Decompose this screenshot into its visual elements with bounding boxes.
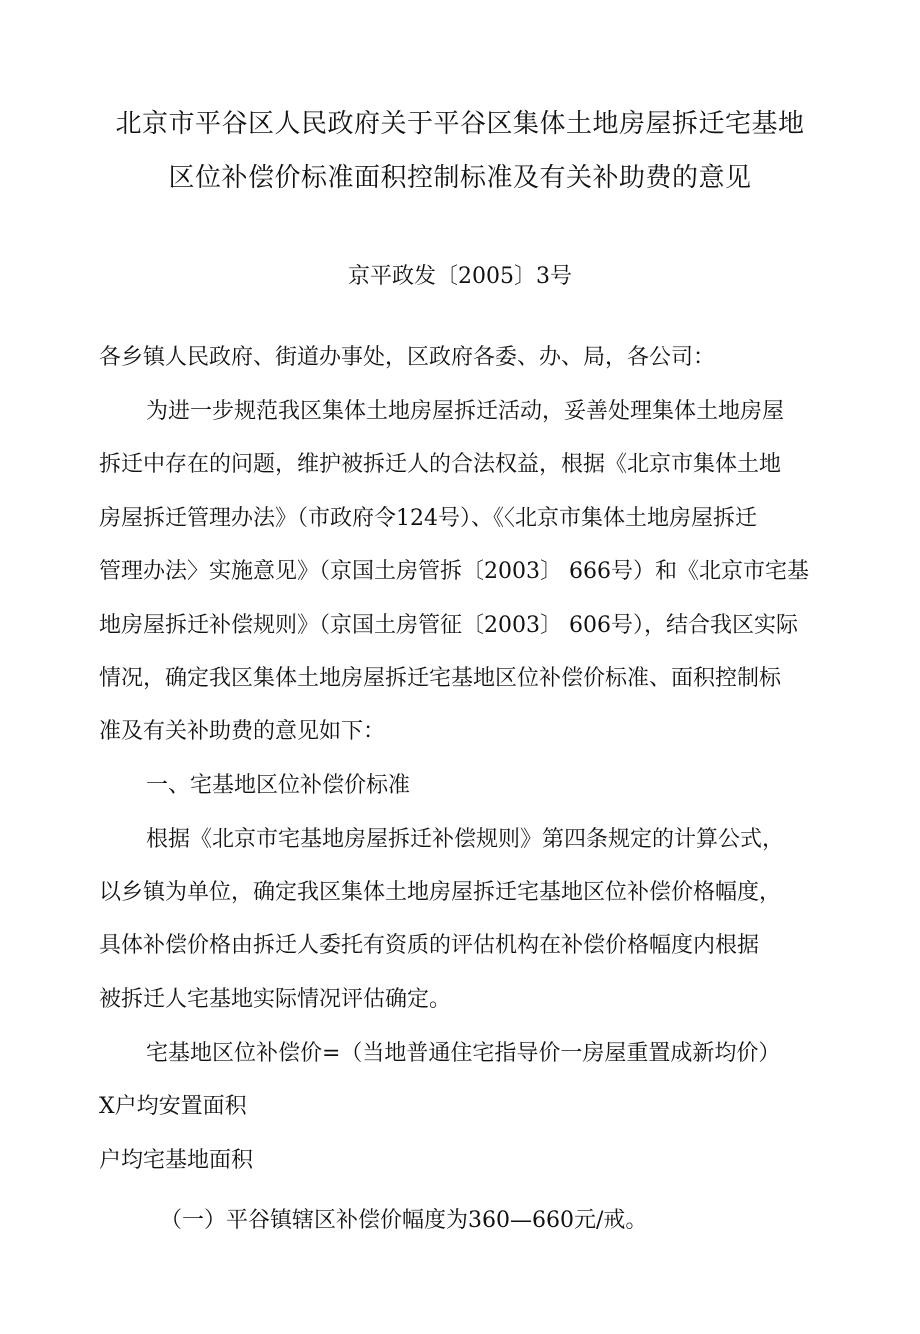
paragraph-1-line-3: 房屋拆迁管理办法》（市政府令124号）、《〈北京市集体土地房屋拆迁 [99, 506, 757, 531]
formula-line-2: X户均安置面积 [99, 1094, 247, 1119]
paragraph-1-line-7: 准及有关补助费的意见如下： [99, 719, 386, 744]
paragraph-1-line-6: 情况，确定我区集体土地房屋拆迁宅基地区位补偿价标准、面积控制标 [99, 666, 782, 691]
formula-line-3: 户均宅基地面积 [99, 1148, 254, 1173]
paragraph-1-line-4: 管理办法〉实施意见》（京国土房管拆〔2003〕 666号）和《北京市宅基 [99, 559, 809, 584]
paragraph-2-line-1: 根据《北京市宅基地房屋拆迁补偿规则》第四条规定的计算公式， [146, 827, 785, 852]
formula-line-1: 宅基地区位补偿价=（当地普通住宅指导价一房屋重置成新均价） [146, 1041, 781, 1066]
paragraph-2-line-4: 被拆迁人宅基地实际情况评估确定。 [99, 987, 452, 1012]
section-1-heading: 一、宅基地区位补偿价标准 [146, 773, 411, 798]
paragraph-1-line-1: 为进一步规范我区集体土地房屋拆迁活动，妥善处理集体土地房屋 [146, 399, 785, 424]
paragraph-2-line-2: 以乡镇为单位，确定我区集体土地房屋拆迁宅基地区位补偿价格幅度， [99, 880, 782, 905]
document-number: 京平政发〔2005〕3号 [348, 264, 572, 289]
addressee: 各乡镇人民政府、街道办事处，区政府各委、办、局，各公司： [99, 345, 716, 370]
paragraph-2-line-3: 具体补偿价格由拆迁人委托有资质的评估机构在补偿价格幅度内根据 [99, 933, 760, 958]
document-title-line-2: 区位补偿价标准面积控制标准及有关补助费的意见 [168, 163, 752, 193]
document-title-line-1: 北京市平谷区人民政府关于平谷区集体土地房屋拆迁宅基地 [115, 109, 805, 139]
item-1: （一）平谷镇辖区补偿价幅度为360—660元/戒。 [160, 1208, 648, 1233]
paragraph-1-line-5: 地房屋拆迁补偿规则》（京国土房管征〔2003〕 606号），结合我区实际 [99, 613, 798, 638]
paragraph-1-line-2: 拆迁中存在的问题，维护被拆迁人的合法权益，根据《北京市集体土地 [99, 452, 782, 477]
